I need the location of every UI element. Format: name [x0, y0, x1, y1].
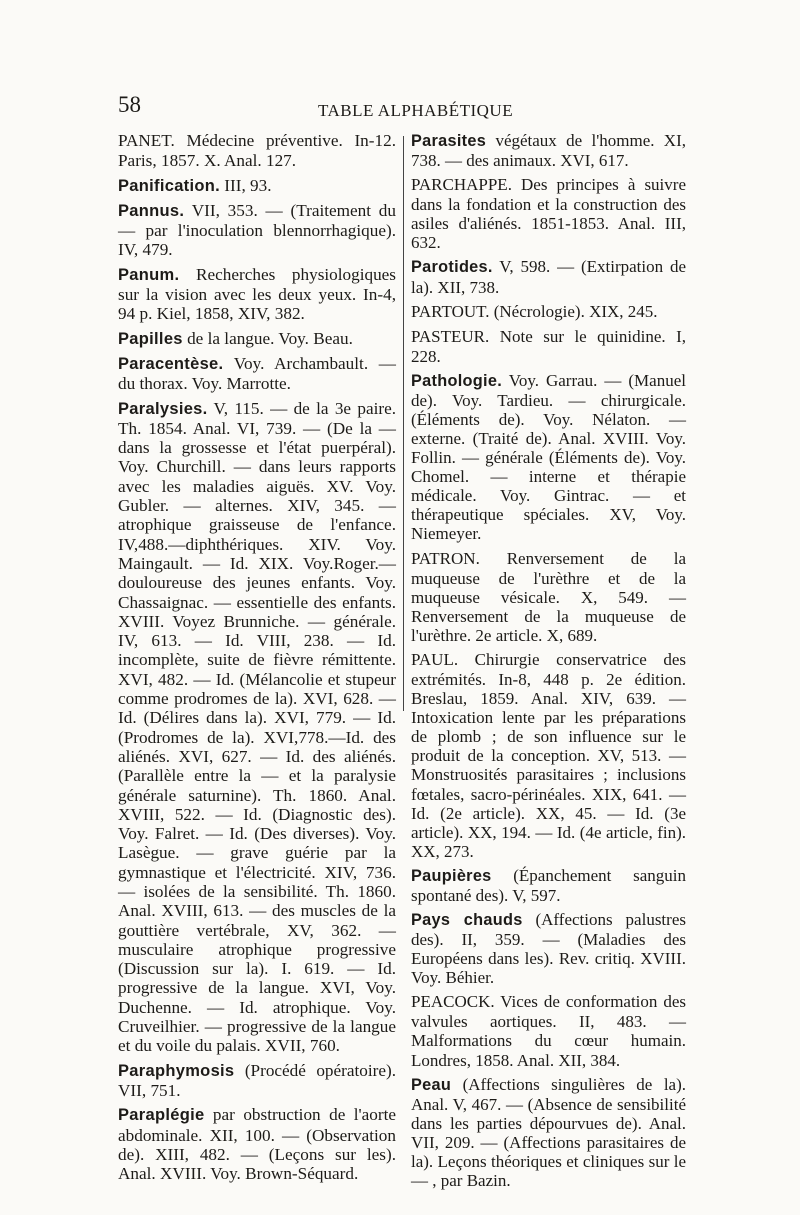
entry-text: (Épanchement sanguin spontané des). V, 597. — [411, 865, 686, 905]
index-entry — [411, 910, 686, 987]
entry-text: VII, 353. — (Traitement du — par l'inoculation blennorrhagique). IV, 479. — [118, 200, 396, 260]
index-entry — [411, 992, 686, 1069]
entry-text: V, 598. — (Extirpation de la). XII, 738. — [411, 257, 686, 297]
entry-text: (Affections palustres des). II, 359. — (Maladies des Européens dans les). Rev. critiq. XVIII. Voy. Béhier. — [411, 909, 686, 988]
entry-text: III, 93. — [220, 175, 272, 195]
column-divider — [403, 136, 404, 711]
entry-text: PARTOUT. (Nécrologie). XIX, 245. — [411, 301, 658, 321]
entry-headword: Paupières — [411, 866, 492, 885]
entry-headword: Papilles — [118, 329, 183, 348]
entry-text: Recherches physiologiques sur la vision avec les deux yeux. In-4, 94 p. Kiel, 1858, XIV, 382. — [118, 264, 396, 324]
index-entry — [118, 176, 396, 196]
index-entry — [118, 1105, 396, 1183]
index-entry — [411, 131, 686, 170]
entry-headword: Peau — [411, 1075, 452, 1094]
index-entry — [411, 302, 686, 322]
entry-text: V, 115. — de la 3e paire. Th. 1854. Anal. VI, 739. — (De la — dans la grossesse et l'état puerpéral). Voy. Churchill. — dans leurs rapports avec les maladies aiguës. XV. Voy. Gubler. — alternes. XIV, 345. — atrophique graisseuse de l'enfance. IV,488.—diphthériques. XIV. Voy. Maingault. — Id. XIX. Voy.Roger.— douloureuse des jeunes enfants. Voy. Chassaignac. — essentielle des enfants. XVIII. Voyez Brunniche. — générale. IV, 613. — Id. VIII, 238. — Id. incomplète, suite de fièvre rémittente. XVI, 482. — Id. (Mélancolie et stupeur comme prodromes de la). XVI, 628. — Id. (Délires dans la). XVI, 779. — Id. (Prodromes de la). XVI,778.—Id. des aliénés. XVI, 627. — Id. des aliénés. (Parallèle entre la — et la paralysie générale saturnine). Th. 1860. Anal. XVIII, 522. — Id. (Diagnostic des). Voy. Falret. — Id. (Des diverses). Voy. Lasègue. — grave guérie par la gymnastique et l'électricité. XIV, 736. — isolées de la sensibilité. Th. 1860. Anal. XVIII, 613. — des muscles de la gouttière vertébrale, XV, 362. — musculaire atrophique progressive (Discussion sur la). I. 619. — Id. progressive de la langue. XVI, Voy. Duchenne. — Id. atrophique. Voy. Cruveilhier. — progressive de la langue et du voile du palais. XVII, 760. — [118, 398, 396, 1056]
index-entry — [118, 399, 396, 1056]
entry-text: PARCHAPPE. Des principes à suivre dans la fondation et la construction des asiles d'aliénés. 1851-1853. Anal. III, 632. — [411, 175, 686, 253]
entry-text: Voy. Garrau. — (Manuel de). Voy. Tardieu. — chirurgicale. (Éléments de). Voy. Nélaton. — externe. (Traité de). Anal. XVIII. Voy. Follin. — générale (Éléments de). Voy. Chomel. — interne et thérapie médicale. Voy. Gintrac. — et thérapeutique spéciales. XV, Voy. Niemeyer. — [411, 370, 686, 544]
page-number: 58 — [118, 92, 141, 117]
index-entry — [411, 175, 686, 252]
index-entry — [118, 131, 396, 171]
entry-text: PASTEUR. Note sur le quinidine. I, 228. — [411, 326, 686, 366]
entry-headword: Paraplégie — [118, 1106, 205, 1125]
entry-text: (Procédé opératoire). VII, 751. — [118, 1060, 396, 1100]
entry-headword: Pannus. — [118, 201, 185, 220]
index-entry — [411, 371, 686, 544]
left-column — [118, 131, 396, 1188]
index-entry — [118, 354, 396, 394]
entry-headword: Pathologie. — [411, 371, 503, 390]
index-entry — [411, 257, 686, 296]
entry-headword: Paralysies. — [118, 399, 208, 418]
entry-headword: Pays chauds — [411, 910, 523, 929]
entry-headword: Parasites — [411, 132, 487, 150]
entry-headword: Parotides. — [411, 258, 493, 277]
entry-text: PEACOCK. Vices de conformation des valvules aortiques. II, 483. — Malformations du cœur humain. Londres, 1858. Anal. XII, 384. — [411, 992, 686, 1070]
entry-text: par obstruction de l'aorte abdominale. XII, 100. — (Observation de). XIII, 482. — (Leçons sur les). Anal. XVIII. Voy. Brown-Séquard. — [118, 1105, 396, 1184]
entry-headword: Paraphymosis — [118, 1061, 235, 1080]
index-entry — [118, 201, 396, 260]
running-head: TABLE ALPHABÉTIQUE — [318, 101, 514, 120]
entry-text: de la langue. Voy. Beau. — [182, 328, 353, 348]
index-entry — [411, 327, 686, 366]
entry-text: PAUL. Chirurgie conservatrice des extrémités. In-8, 448 p. 2e édition. Breslau, 1859. Anal. XIV, 639. — Intoxication lente par les préparations de plomb ; de son influence sur le produit de la conception. XV, 513. — Monstruosités parasitaires ; inclusions fœtales, sacro-périnéales. XIX, 641. — Id. (2e article). XX, 45. — Id. (3e article). XX, 194. — Id. (4e article, fin). XX, 273. — [411, 649, 686, 861]
entry-text: PANET. Médecine préventive. In-12. Paris, 1857. X. Anal. 127. — [118, 131, 396, 171]
entry-headword: Paracentèse. — [118, 354, 224, 373]
entry-text: (Affections singulières de la). Anal. V, 467. — (Absence de sensibilité dans les parties dépourvues de). Anal. VII, 209. — (Affections parasitaires de la). Leçons théoriques et cliniques sur le — , par Bazin. — [411, 1074, 686, 1190]
entry-text: végétaux de l'homme. XI, 738. — des animaux. XVI, 617. — [411, 131, 686, 171]
right-column — [411, 131, 686, 1195]
index-entry — [411, 1075, 686, 1190]
entry-headword: Panification. — [118, 176, 220, 195]
entry-text: PATRON. Renversement de la muqueuse de l'urèthre et de la muqueuse vésicale. X, 549. — Renversement de la muqueuse de l'urèthre. 2e article. X, 689. — [411, 548, 686, 645]
index-entry — [118, 265, 396, 324]
index-entry — [118, 329, 396, 349]
index-entry — [411, 866, 686, 905]
entry-headword: Panum. — [118, 265, 180, 284]
index-entry — [118, 1061, 396, 1101]
index-entry — [411, 650, 686, 861]
index-entry — [411, 549, 686, 645]
entry-text: Voy. Archambault. — du thorax. Voy. Marrotte. — [118, 353, 396, 394]
